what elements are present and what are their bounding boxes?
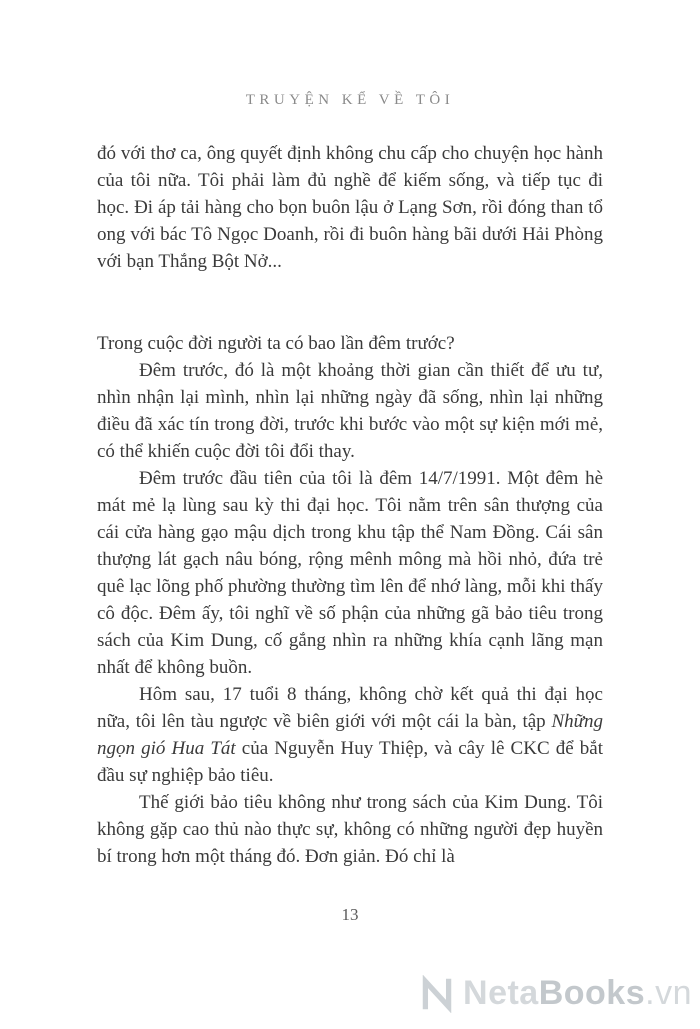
paragraph-4: Đêm trước đầu tiên của tôi là đêm 14/7/1991. Một đêm hè mát mẻ lạ lùng sau kỳ thi đại học. Tôi nằm trên sân thượng của cái cửa hàng gạo mậu dịch trong khu tập thể Nam Đồng. Cái sân thượng lát gạch nâu bóng, rộng mênh mông mà hồi nhỏ, đứa trẻ quê lạc lõng phố phường thường tìm lên để nhớ làng, mỗi khi thấy cô độc. Đêm ấy, tôi nghĩ về số phận của những gã bảo tiêu trong sách của Kim Dung, cố gắng nhìn ra những khía cạnh lãng mạn nhất để không buồn. xyxy=(97,468,603,678)
watermark-brand-suffix: .vn xyxy=(645,974,692,1012)
page-number: 13 xyxy=(341,905,359,924)
body-text xyxy=(97,140,603,870)
paragraph-5-text-post: của Nguyễn Huy Thiệp, và cây lê CKC để bắt đầu sự nghiệp bảo tiêu. xyxy=(97,738,603,786)
book-title-italic: Những ngọn gió Hua Tát xyxy=(97,711,603,759)
watermark xyxy=(418,974,692,1013)
running-header: TRUYỆN KỂ VỀ TÔI xyxy=(245,92,455,108)
paragraph-6: Thế giới bảo tiêu không như trong sách của Kim Dung. Tôi không gặp cao thủ nào thực sự, không có những người đẹp huyền bí trong hơn một tháng đó. Đơn giản. Đó chỉ là xyxy=(97,792,603,867)
watermark-brand-part1: Neta xyxy=(463,974,539,1012)
watermark-brand-text xyxy=(463,974,692,1013)
paragraph-5-text-pre: Hôm sau, 17 tuổi 8 tháng, không chờ kết quả thi đại học nữa, tôi lên tàu ngược về biên giới với một cái la bàn, tập xyxy=(97,684,603,732)
paragraph-5 xyxy=(97,681,603,789)
paragraph-1: đó với thơ ca, ông quyết định không chu cấp cho chuyện học hành của tôi nữa. Tôi phải làm đủ nghề để kiếm sống, và tiếp tục đi học. Đi áp tải hàng cho bọn buôn lậu ở Lạng Sơn, rồi đóng than tổ ong với bác Tô Ngọc Doanh, rồi đi buôn hàng bãi dưới Hải Phòng với bạn Thắng Bột Nở... xyxy=(97,143,603,272)
netabooks-logo-icon xyxy=(418,975,456,1013)
paragraph-3: Đêm trước, đó là một khoảng thời gian cần thiết để ưu tư, nhìn nhận lại mình, nhìn lại những ngày đã sống, nhìn lại những điều đã xác tín trong đời, trước khi bước vào một sự kiện mới mẻ, có thể khiến cuộc đời tôi đổi thay. xyxy=(97,360,603,462)
paragraph-2: Trong cuộc đời người ta có bao lần đêm trước? xyxy=(97,333,455,354)
watermark-brand-part2: Books xyxy=(538,974,646,1012)
